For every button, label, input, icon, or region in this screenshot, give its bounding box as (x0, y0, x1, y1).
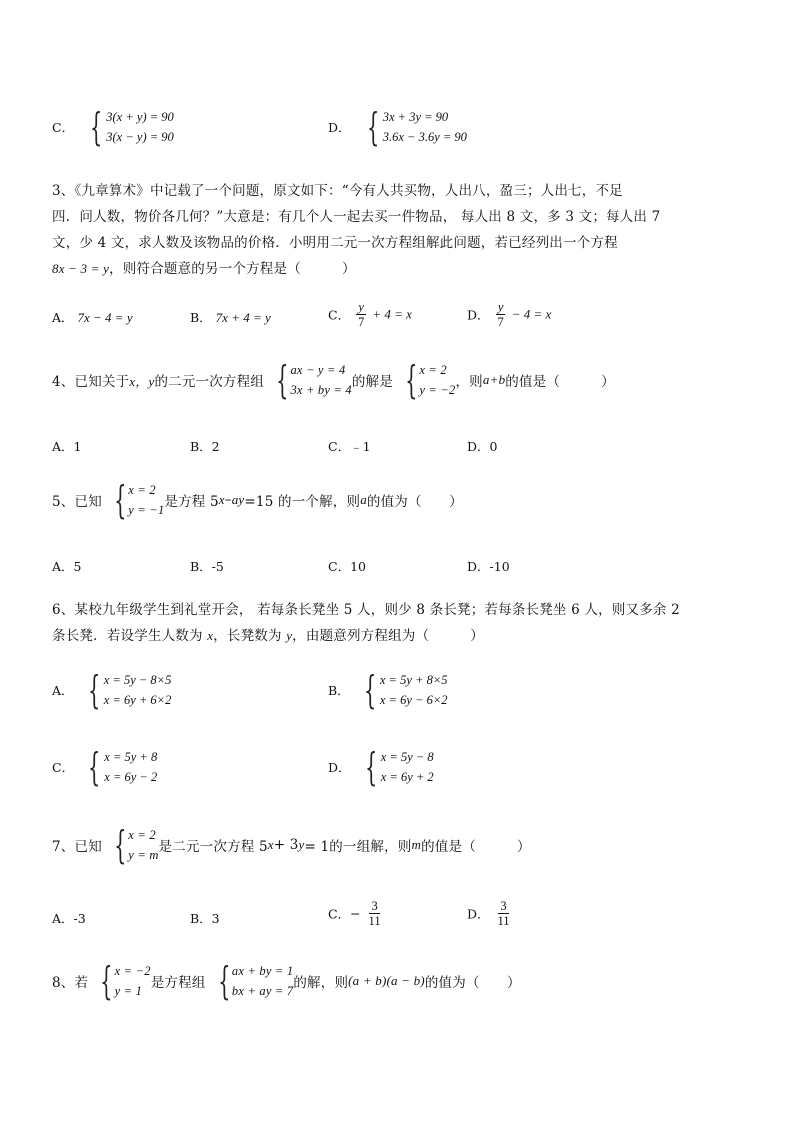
equation: y = −2 (419, 382, 456, 397)
question-text: 的值为（ ） (366, 494, 463, 510)
question-text: 的值是（ ） (421, 839, 531, 855)
q4-option-b: B．2 (190, 439, 220, 454)
q5-stem (52, 478, 463, 522)
fraction (496, 300, 506, 329)
q4-option-a: A．1 (52, 439, 82, 454)
q6-option-b (328, 668, 448, 712)
q6-option-d (328, 745, 434, 789)
equation: 3(x − y) = 90 (106, 129, 174, 144)
brace-icon: { (405, 358, 418, 402)
variable: y (286, 628, 293, 643)
option-label: C． (52, 760, 75, 775)
q2-option-d (328, 105, 467, 149)
q5-option-b: B．-5 (190, 559, 224, 574)
equation: x = −2 (114, 963, 151, 978)
option-label: C． (328, 307, 351, 323)
brace-icon: { (217, 959, 230, 1003)
question-text: 的解是 (351, 374, 393, 390)
q3-line-4 (52, 257, 356, 277)
q3-option-a (52, 308, 133, 326)
equation: x = 2 (128, 827, 156, 842)
q3-line-1: 3、《九章算术》中记载了一个问题，原文如下：“今有人共买物，人出八，盈三；人出七，不足 (52, 183, 623, 199)
question-text: = 1的一组解，则 (304, 839, 412, 855)
operator: – (224, 492, 232, 508)
q6-line-2 (52, 624, 484, 644)
equation: ax + by = 1 (231, 963, 294, 978)
variable: a (360, 492, 367, 507)
q6-option-c (52, 745, 158, 789)
question-text: ，由题意列方程组为（ ） (292, 628, 484, 644)
brace-icon: { (87, 668, 100, 712)
option-label: A． (52, 683, 74, 698)
question-text: 7、已知 (52, 839, 102, 855)
question-text: 的二元一次方程组 (154, 374, 265, 390)
brace-icon: { (88, 745, 101, 789)
q7-option-a: A．-3 (52, 911, 86, 926)
option-label: B． (190, 310, 212, 325)
expression: (a + b)(a − b) (348, 973, 425, 988)
equation: x = 6y − 2 (104, 769, 158, 784)
brace-icon: { (276, 358, 289, 402)
operator: + 3 (273, 837, 299, 853)
equation: x = 5y − 8 (380, 749, 434, 764)
fraction (496, 899, 512, 928)
numerator: 3 (500, 899, 507, 913)
question-text: 的解，则 (293, 975, 349, 991)
equation: 3(x + y) = 90 (106, 109, 174, 124)
q6-option-a (52, 668, 172, 712)
equation: x = 6y − 6×2 (379, 692, 448, 707)
variable: ay (231, 492, 245, 507)
question-text: 4、已知关于 (52, 374, 130, 390)
question-text: =15 的一个解，则 (244, 494, 361, 510)
question-text: 5、已知 (52, 494, 102, 510)
q7-stem (52, 823, 531, 867)
question-text: 8、若 (52, 975, 89, 991)
equation: y = m (128, 847, 159, 862)
option-equation: + 4 = x (372, 306, 412, 322)
sign: − (350, 906, 361, 921)
question-text: 是二元一次方程 5 (158, 839, 268, 855)
equation: y = 1 (114, 983, 143, 998)
numerator: y (358, 300, 364, 314)
brace-icon: { (363, 668, 376, 712)
q7-option-b: B．3 (190, 911, 220, 926)
option-label: D． (467, 906, 490, 922)
q2-option-c (52, 105, 174, 149)
option-label: D． (467, 307, 490, 323)
variable: x (207, 628, 214, 643)
option-label: D． (328, 760, 351, 775)
option-equation: − 4 = x (511, 306, 552, 322)
q8-stem (52, 959, 521, 1003)
denominator: 7 (497, 315, 504, 329)
question-text: 条长凳．若设学生人数为 (52, 628, 208, 644)
equation: x = 5y + 8×5 (379, 672, 448, 687)
denominator: 11 (368, 914, 381, 928)
brace-icon: { (364, 745, 377, 789)
variable: x (267, 837, 274, 852)
fraction (367, 899, 383, 928)
equation: x = 2 (128, 482, 156, 497)
option-label: B． (328, 683, 350, 698)
q3-line-2: 四．问人数，物价各几何？”大意是：有几个人一起去买一件物品， 每人出 8 文，多 3 文；每人出 7 (52, 209, 661, 225)
q3-option-b (190, 308, 271, 326)
numerator: y (497, 300, 504, 314)
brace-icon: { (114, 823, 127, 867)
question-text: ，则 (455, 374, 483, 390)
equation: x = 2 (419, 362, 447, 377)
option-equation: 7x − 4 = y (77, 310, 133, 325)
brace-icon: { (366, 105, 379, 149)
q5-option-d: D．-10 (467, 559, 510, 574)
question-text: ，长凳数为 (213, 628, 287, 644)
q5-option-a: A．5 (52, 559, 82, 574)
q7-option-d (467, 899, 514, 928)
numerator: 3 (371, 899, 378, 913)
option-label: A． (52, 310, 74, 325)
question-text: 是方程组 (150, 975, 206, 991)
q5-option-c: C．10 (328, 559, 366, 574)
option-label: C． (328, 906, 351, 922)
q3-option-d (467, 300, 551, 329)
question-text: 的值为（ ） (424, 975, 521, 991)
q7-option-c (328, 899, 385, 928)
variable: m (411, 837, 422, 852)
equation: ax − y = 4 (290, 362, 346, 377)
denominator: 11 (497, 914, 510, 928)
question-text: 是方程 5 (164, 494, 219, 510)
q3-option-c (328, 300, 412, 329)
equation: y = −1 (128, 502, 165, 517)
equation: 3x + by = 4 (290, 382, 352, 397)
denominator: 7 (358, 315, 365, 329)
equation: x = 6y + 2 (380, 769, 434, 784)
variables: x，y (129, 373, 155, 389)
option-equation: 7x + 4 = y (215, 310, 271, 325)
equation: x = 6y + 6×2 (103, 692, 172, 707)
q6-line-1: 6、某校九年级学生到礼堂开会， 若每条长凳坐 5 人，则少 8 条长凳；若每条长凳坐 6 人，则又多余 2 (52, 602, 680, 618)
option-label: C． (52, 120, 75, 135)
question-text: ，则符合题意的另一个方程是（ ） (109, 261, 356, 277)
q4-option-c: C．﹣1 (328, 439, 371, 454)
option-label: D． (328, 120, 351, 135)
variable: y (298, 837, 305, 852)
expression: a+b (482, 372, 506, 387)
equation: x = 5y + 8 (104, 749, 158, 764)
question-text: 的值是（ ） (505, 374, 615, 390)
equation: 3.6x − 3.6y = 90 (382, 129, 467, 144)
fraction (356, 300, 366, 329)
q4-stem (52, 358, 615, 402)
variable: x (218, 492, 225, 507)
equation: bx + ay = 7 (231, 983, 294, 998)
brace-icon: { (90, 105, 103, 149)
equation: 3x + 3y = 90 (382, 109, 449, 124)
brace-icon: { (100, 959, 113, 1003)
q4-option-d: D．0 (467, 439, 498, 454)
brace-icon: { (114, 478, 127, 522)
q3-line-3: 文，少 4 文，求人数及该物品的价格．小明用二元一次方程组解此问题，若已经列出一个方程 (52, 235, 618, 251)
given-equation: 8x − 3 = y (52, 261, 110, 276)
equation: x = 5y − 8×5 (103, 672, 172, 687)
